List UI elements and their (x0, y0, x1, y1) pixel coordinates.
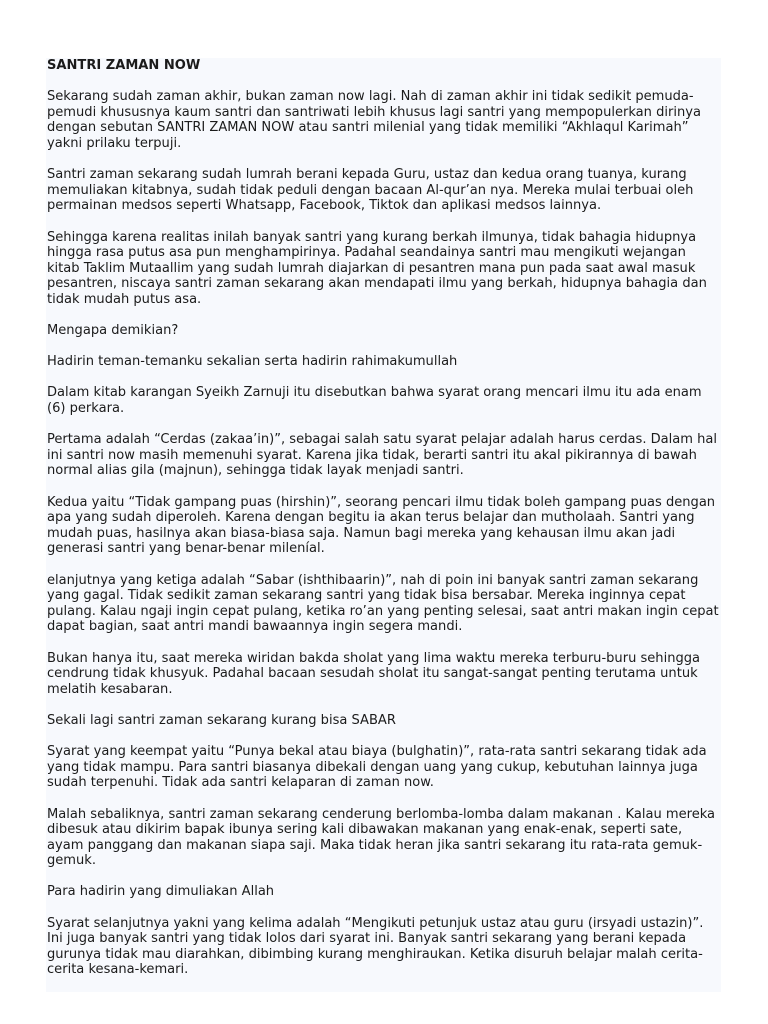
document-page (46, 58, 721, 992)
paragraph-3: Sehingga karena realitas inilah banyak santri yang kurang berkah ilmunya, tidak bahagia hidupnya hingga rasa putus asa pun menghampirinya. Padahal seandainya santri mau mengikuti wejangan kitab Taklim Mutaallim yang sudah lumrah diajarkan di pesantren mana pun pada saat awal masuk pesantren, niscaya santri zaman sekarang akan mendapati ilmu yang berkah, hidupnya bahagia dan tidak mudah putus asa. (47, 229, 707, 307)
paragraph-12: Syarat yang keempat yaitu “Punya bekal atau biaya (bulghatin)”, rata-rata santri sekarang tidak ada yang tidak mampu. Para santri biasanya dibekali dengan uang yang cukup, kebutuhan lainnya juga sudah terpenuhi. Tidak ada santri kelaparan di zaman now. (47, 744, 707, 791)
paragraph-14: Para hadirin yang dimuliakan Allah (47, 884, 275, 900)
paragraph-11: Sekali lagi santri zaman sekarang kurang bisa SABAR (47, 712, 396, 728)
paragraph-5: Hadirin teman-temanku sekalian serta hadirin rahimakumullah (47, 354, 458, 370)
paragraph-6: Dalam kitab karangan Syeikh Zarnuji itu disebutkan bahwa syarat orang mencari ilmu itu ada enam (6) perkara. (47, 385, 702, 417)
paragraph-10: Bukan hanya itu, saat mereka wiridan bakda sholat yang lima waktu mereka terburu-buru sehingga cendrung tidak khusyuk. Padahal bacaan sesudah sholat itu sangat-sangat penting terutama untuk melatih kesabaran. (47, 650, 701, 697)
paragraph-2: Santri zaman sekarang sudah lumrah berani kepada Guru, ustaz dan kedua orang tuanya, kurang memuliakan kitabnya, sudah tidak peduli dengan bacaan Al-qur’an nya. Mereka mulai terbuai oleh permainan medsos seperti Whatsapp, Facebook, Tiktok dan aplikasi medsos lainnya. (47, 167, 694, 214)
paragraph-4: Mengapa demikian? (47, 323, 179, 339)
document-body (46, 58, 721, 978)
paragraph-1: Sekarang sudah zaman akhir, bukan zaman now lagi. Nah di zaman akhir ini tidak sedikit pemuda-pemudi khususnya kaum santri dan santriwati lebih khusus lagi santri yang mempopulerkan dirinya dengan sebutan SANTRI ZAMAN NOW atau santri milenial yang tidak memiliki “Akhlaqul Karimah” yakni prilaku terpuji. (47, 89, 701, 151)
paragraph-13: Malah sebaliknya, santri zaman sekarang cenderung berlomba-lomba dalam makanan . Kalau mereka dibesuk atau dikirim bapak ibunya sering kali dibawakan makanan yang enak-enak, seperti sate, ayam panggang dan makanan siapa saji. Maka tidak heran jika santri sekarang itu rata-rata gemuk-gemuk. (47, 806, 716, 869)
paragraph-7: Pertama adalah “Cerdas (zakaa’in)”, sebagai salah satu syarat pelajar adalah harus cerdas. Dalam hal ini santri now masih memenuhi syarat. Karena jika tidak, berarti santri itu akal pikirannya di bawah normal alias gila (majnun), sehingga tidak layak menjadi santri. (47, 432, 718, 479)
document-title: SANTRI ZAMAN NOW (47, 58, 201, 73)
paragraph-15: Syarat selanjutnya yakni yang kelima adalah “Mengikuti petunjuk ustaz atau guru (irsyadi ustazin)”. Ini juga banyak santri yang tidak lolos dari syarat ini. Banyak santri sekarang yang berani kepada gurunya tidak mau diarahkan, dibimbing kurang menghiraukan. Ketika disuruh belajar malah cerita-cerita kesana-kemari. (47, 915, 704, 978)
paragraph-9: elanjutnya yang ketiga adalah “Sabar (ishthibaarin)”, nah di poin ini banyak santri zaman sekarang yang gagal. Tidak sedikit zaman sekarang santri yang tidak bisa bersabar. Mereka inginnya cepat pulang. Kalau ngaji ingin cepat pulang, ketika ro’an yang penting selesai, saat antri makan ingin cepat dapat bagian, saat antri mandi bawaannya ingin segera mandi. (47, 572, 719, 635)
paragraph-8: Kedua yaitu “Tidak gampang puas (hirshin)”, seorang pencari ilmu tidak boleh gampang puas dengan apa yang sudah diperoleh. Karena dengan begitu ia akan terus belajar dan mutholaah. Santri yang mudah puas, hasilnya akan biasa-biasa saja. Namun bagi mereka yang kehausan ilmu akan jadi generasi santri yang benar-benar mileníal. (47, 494, 716, 557)
